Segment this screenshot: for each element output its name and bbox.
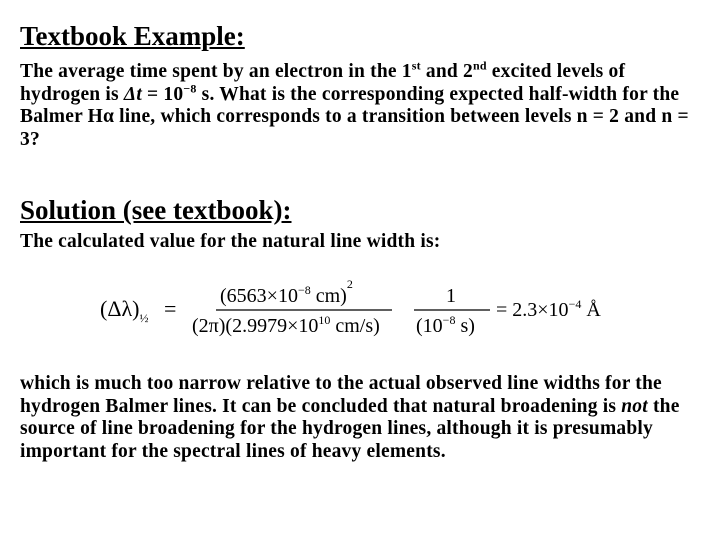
- eq-numerator-1: ($6563\times 10^{-8}$ cm)$^2$: [220, 277, 353, 307]
- eq-numerator-2: 1: [446, 285, 456, 307]
- eq-lhs: $(\Delta\lambda)_{\frac{1}{2}}$: [100, 296, 149, 325]
- svg-text:=: =: [164, 296, 177, 321]
- eq-denominator-2: ($10^{-8}$ s): [416, 313, 475, 337]
- solution-intro: The calculated value for the natural line width is:: [20, 231, 441, 252]
- line-width-equation: [96, 272, 636, 352]
- example-heading: Textbook Example:: [20, 21, 245, 51]
- solution-heading: Solution (see textbook):: [20, 195, 292, 225]
- example-paragraph: The average time spent by an electron in the 1st and 2nd excited levels of hydrogen is $\Delta t = 10^{-8}$ s. What is the corresponding expected half-width for the Balmer Hα line, which corresponds to a transition between levels n = 2 and n = 3?: [20, 58, 689, 150]
- conclusion-paragraph: which is much too narrow relative to the actual observed line widths for the hydrogen Balmer lines. It can be concluded that natural broadening is not the source of line broadening for the hydrogen lines, although it is presumably important for the spectral lines of heavy elements.: [20, 373, 680, 462]
- eq-denominator-1: $(2\pi)(2.9979\times 10^{10}$ cm/s): [192, 313, 380, 337]
- eq-result: = $2.3\times 10^{-4}$ Å: [496, 297, 601, 321]
